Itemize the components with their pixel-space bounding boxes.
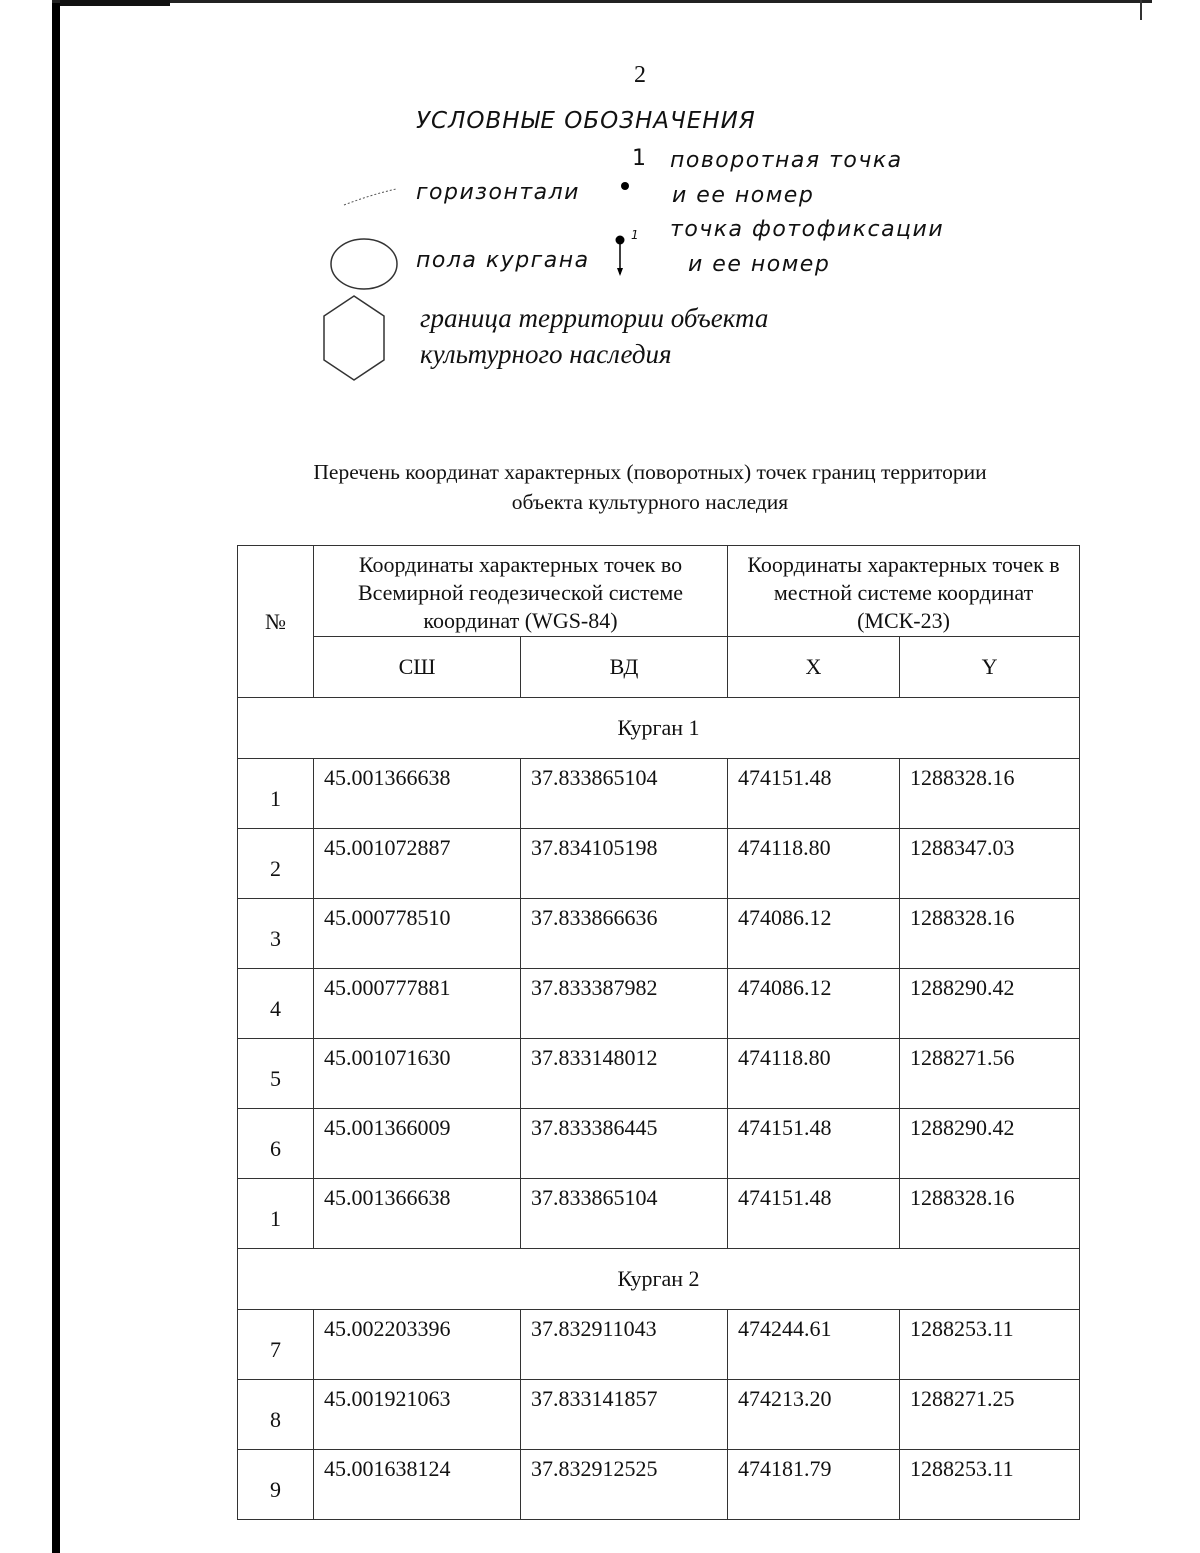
longitude-cell: 37.834105198 <box>521 829 728 899</box>
longitude-cell: 37.833141857 <box>521 1380 728 1450</box>
latitude-cell: 45.001366638 <box>314 1179 521 1249</box>
x-cell: 474213.20 <box>728 1380 900 1450</box>
header-wgs84-group: Координаты характерных точек во Всемирной геодезической системе координат (WGS-84) <box>314 546 728 637</box>
x-cell: 474151.48 <box>728 759 900 829</box>
point-number-cell: 9 <box>238 1450 314 1520</box>
latitude-cell: 45.001072887 <box>314 829 521 899</box>
latitude-cell: 45.000778510 <box>314 899 521 969</box>
x-cell: 474244.61 <box>728 1310 900 1380</box>
y-cell: 1288271.25 <box>900 1380 1080 1450</box>
table-row <box>238 1179 1080 1249</box>
table-row <box>238 1380 1080 1450</box>
table-body <box>238 698 1080 1520</box>
legend-photo-point-line2: и ее номер <box>688 252 831 277</box>
y-cell: 1288253.11 <box>900 1310 1080 1380</box>
header-y: Y <box>900 637 1080 698</box>
longitude-cell: 37.833148012 <box>521 1039 728 1109</box>
point-number-cell: 4 <box>238 969 314 1039</box>
boundary-hexagon-icon <box>320 294 388 382</box>
coordinates-table <box>237 545 1080 1520</box>
longitude-cell: 37.832912525 <box>521 1450 728 1520</box>
legend-title: УСЛОВНЫЕ ОБОЗНАЧЕНИЯ <box>416 108 756 134</box>
scan-edge-mark <box>60 0 170 6</box>
longitude-cell: 37.832911043 <box>521 1310 728 1380</box>
point-number-cell: 1 <box>238 1179 314 1249</box>
latitude-cell: 45.001366009 <box>314 1109 521 1179</box>
longitude-cell: 37.833387982 <box>521 969 728 1039</box>
x-cell: 474086.12 <box>728 899 900 969</box>
header-longitude: ВД <box>521 637 728 698</box>
page-number: 2 <box>634 62 646 88</box>
header-latitude: СШ <box>314 637 521 698</box>
y-cell: 1288290.42 <box>900 969 1080 1039</box>
table-row <box>238 829 1080 899</box>
point-number-cell: 7 <box>238 1310 314 1380</box>
table-row <box>238 1039 1080 1109</box>
contour-line-icon <box>340 185 400 210</box>
photo-point-icon <box>612 232 630 278</box>
section-row <box>238 1249 1080 1310</box>
legend-photo-point-line1: точка фотофиксации <box>670 217 945 242</box>
point-number-cell: 3 <box>238 899 314 969</box>
table-row <box>238 1450 1080 1520</box>
legend-boundary-line1: граница территории объекта <box>420 303 769 333</box>
turn-point-icon <box>618 179 632 193</box>
latitude-cell: 45.000777881 <box>314 969 521 1039</box>
table-row <box>238 899 1080 969</box>
document-title <box>220 457 1080 517</box>
x-cell: 474181.79 <box>728 1450 900 1520</box>
table-row <box>238 1310 1080 1380</box>
section-row <box>238 698 1080 759</box>
y-cell: 1288328.16 <box>900 759 1080 829</box>
point-number-cell: 8 <box>238 1380 314 1450</box>
turn-point-number: 1 <box>632 146 648 171</box>
scan-edge-right <box>1140 0 1142 20</box>
x-cell: 474086.12 <box>728 969 900 1039</box>
header-msk23-group: Координаты характерных точек в местной системе координат (МСК-23) <box>728 546 1080 637</box>
photo-point-number: 1 <box>631 228 639 242</box>
y-cell: 1288347.03 <box>900 829 1080 899</box>
point-number-cell: 6 <box>238 1109 314 1179</box>
point-number-cell: 2 <box>238 829 314 899</box>
section-title: Курган 1 <box>238 698 1080 759</box>
legend-turn-point-line2: и ее номер <box>672 183 815 208</box>
x-cell: 474151.48 <box>728 1109 900 1179</box>
mound-floor-icon <box>328 236 400 292</box>
y-cell: 1288328.16 <box>900 899 1080 969</box>
legend-mound-floor: пола кургана <box>416 248 590 273</box>
latitude-cell: 45.001366638 <box>314 759 521 829</box>
header-x: X <box>728 637 900 698</box>
longitude-cell: 37.833865104 <box>521 1179 728 1249</box>
table-row <box>238 759 1080 829</box>
latitude-cell: 45.001921063 <box>314 1380 521 1450</box>
longitude-cell: 37.833386445 <box>521 1109 728 1179</box>
y-cell: 1288328.16 <box>900 1179 1080 1249</box>
longitude-cell: 37.833866636 <box>521 899 728 969</box>
latitude-cell: 45.001638124 <box>314 1450 521 1520</box>
latitude-cell: 45.002203396 <box>314 1310 521 1380</box>
document-title-line2: объекта культурного наследия <box>511 490 789 514</box>
legend-turn-point-line1: поворотная точка <box>670 148 903 173</box>
scan-edge-left <box>52 0 60 1553</box>
y-cell: 1288271.56 <box>900 1039 1080 1109</box>
document-title-line1: Перечень координат характерных (поворотных) точек границ территории <box>313 460 987 484</box>
header-number: № <box>238 546 314 698</box>
point-number-cell: 5 <box>238 1039 314 1109</box>
x-cell: 474118.80 <box>728 829 900 899</box>
x-cell: 474118.80 <box>728 1039 900 1109</box>
longitude-cell: 37.833865104 <box>521 759 728 829</box>
legend-contours: горизонтали <box>416 180 580 205</box>
y-cell: 1288290.42 <box>900 1109 1080 1179</box>
point-number-cell: 1 <box>238 759 314 829</box>
x-cell: 474151.48 <box>728 1179 900 1249</box>
scan-edge-top <box>52 0 1152 3</box>
legend-boundary-line2: культурного наследия <box>420 339 672 369</box>
table-row <box>238 1109 1080 1179</box>
latitude-cell: 45.001071630 <box>314 1039 521 1109</box>
section-title: Курган 2 <box>238 1249 1080 1310</box>
table-row <box>238 969 1080 1039</box>
y-cell: 1288253.11 <box>900 1450 1080 1520</box>
